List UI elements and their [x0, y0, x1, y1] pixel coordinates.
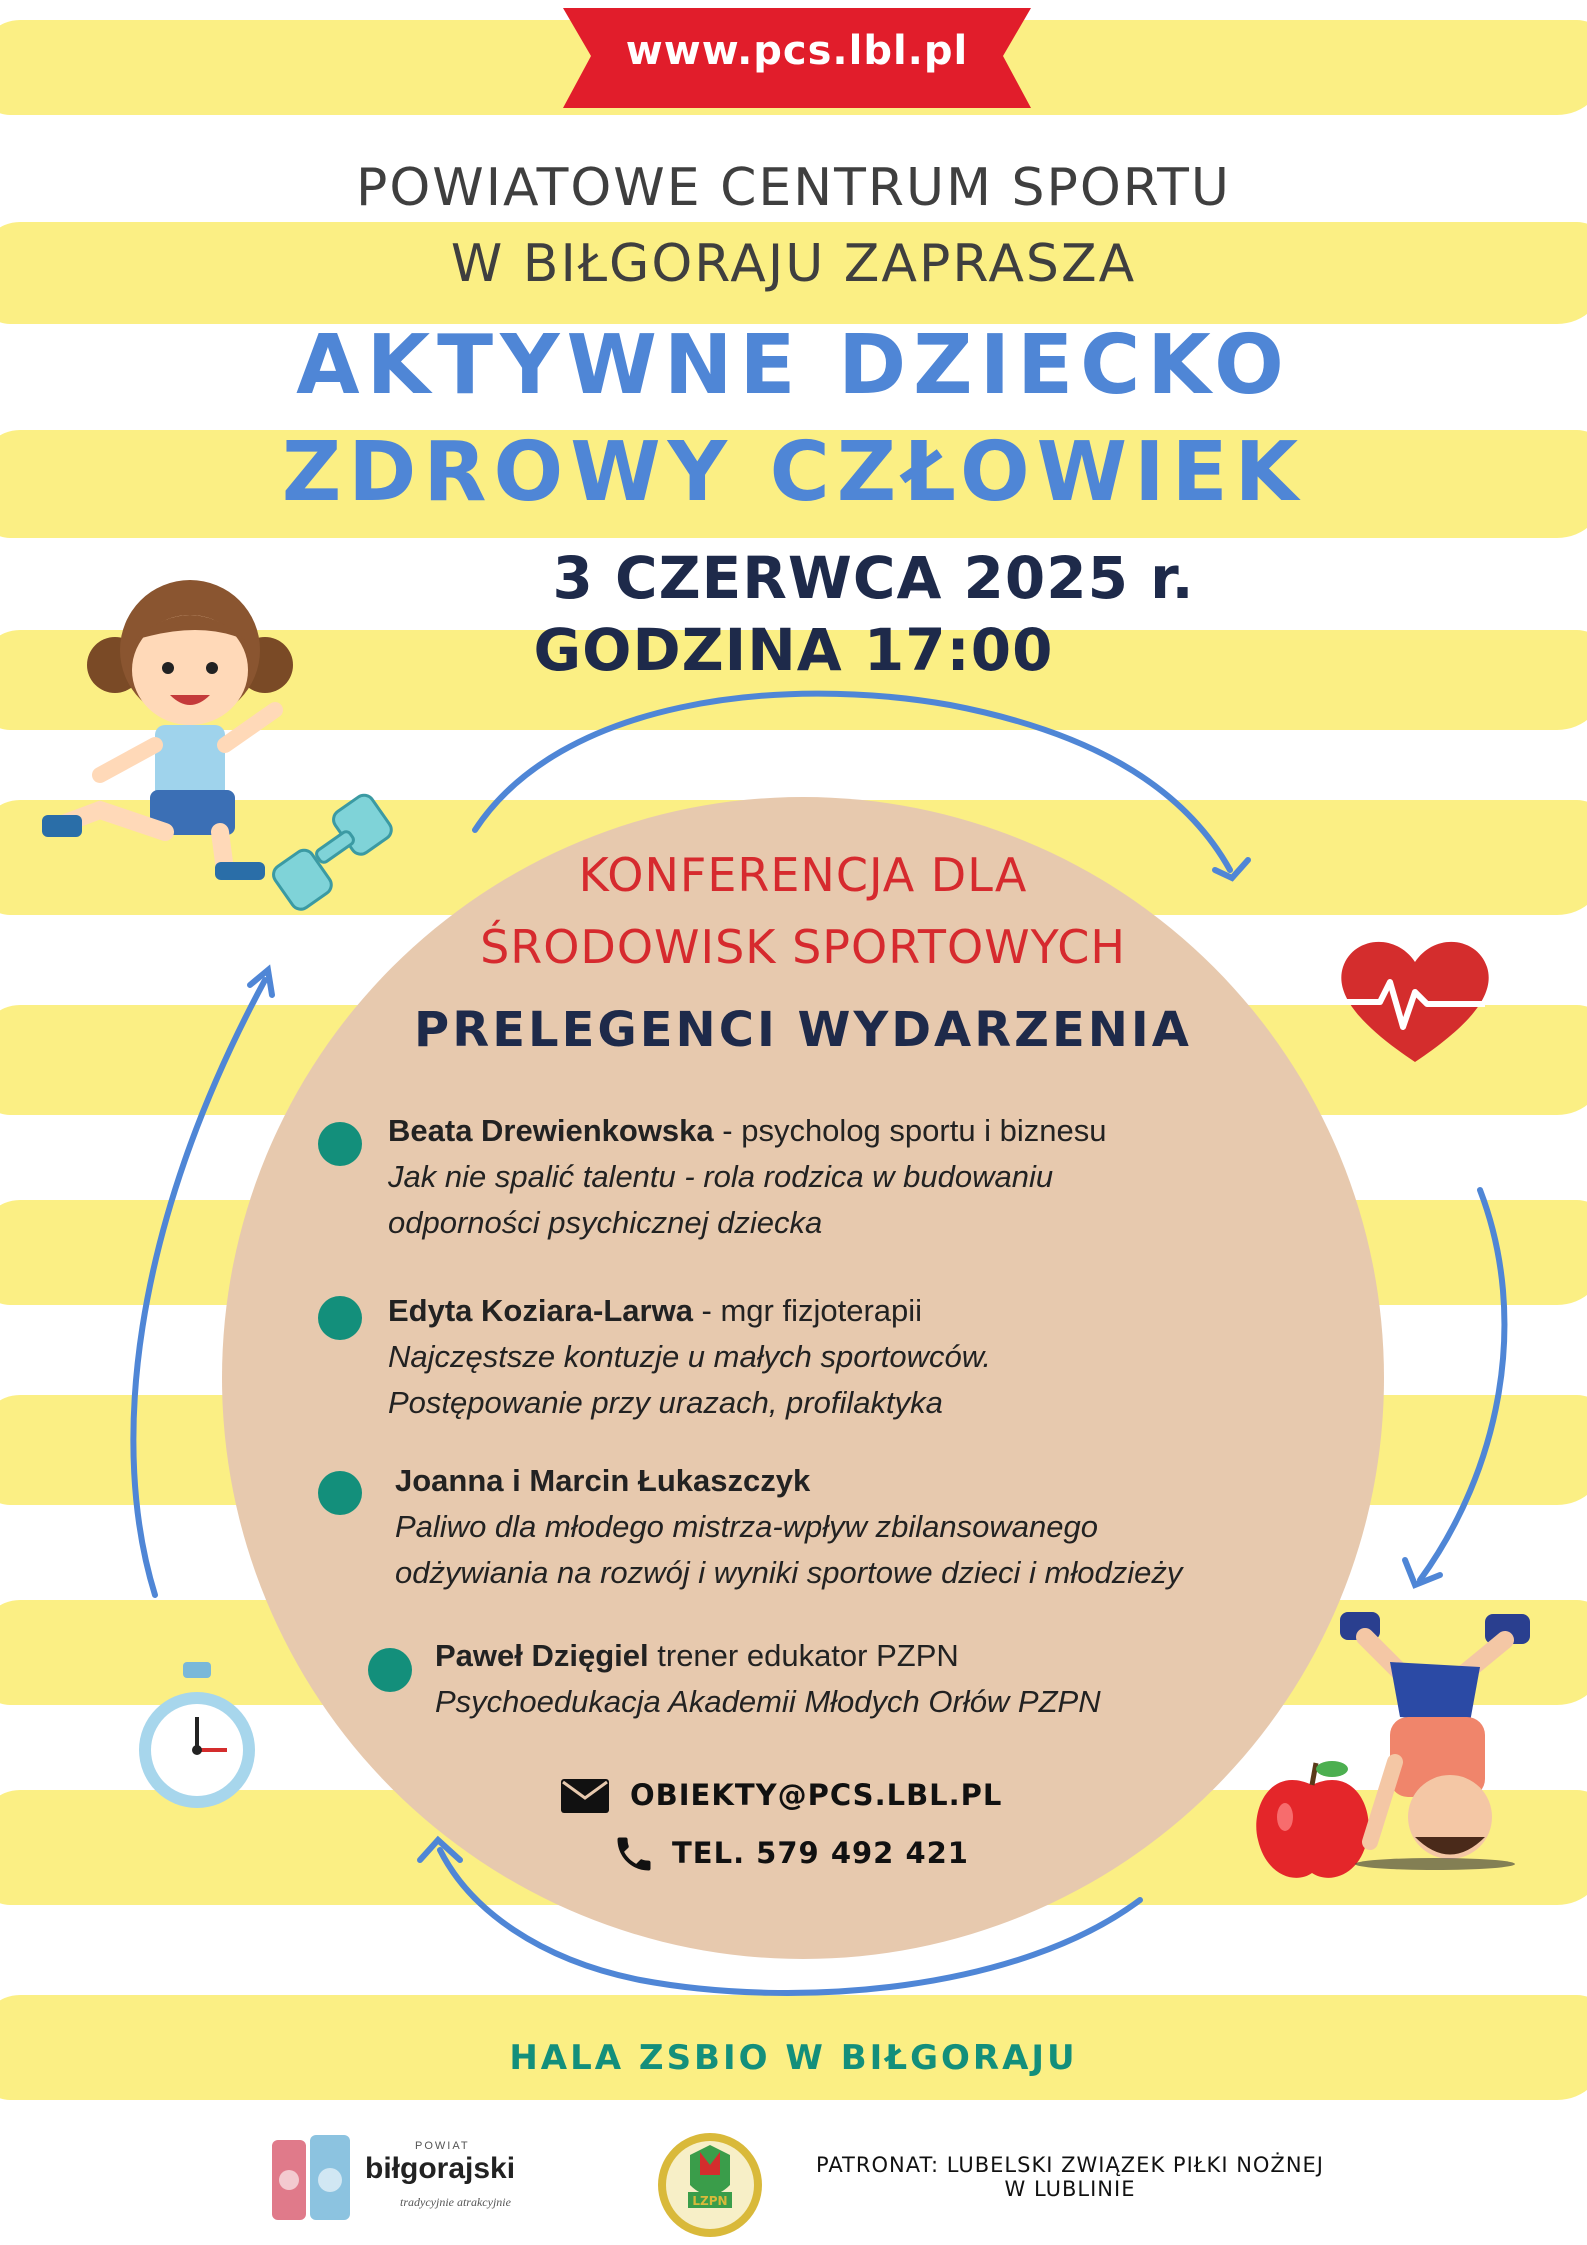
speaker-role: - psycholog sportu i biznesu	[713, 1113, 1107, 1148]
event-title-line-1: AKTYWNE DZIECKO	[296, 318, 1291, 413]
patronage-line-2: W LUBLINIE	[1004, 2177, 1136, 2201]
event-date: 3 CZERWCA 2025 r.	[552, 544, 1195, 612]
phone-icon	[612, 1832, 656, 1876]
bullet-dot	[318, 1471, 362, 1515]
speaker-topic: Najczęstsze kontuzje u małych sportowców.	[388, 1339, 992, 1374]
speaker-topic: Psychoedukacja Akademii Młodych Orłów PZPN	[435, 1684, 1101, 1719]
bullet-dot	[368, 1648, 412, 1692]
speaker-name: Paweł Dzięgiel	[435, 1638, 649, 1673]
stopwatch-icon	[135, 1662, 260, 1812]
patronage-line-1: PATRONAT: LUBELSKI ZWIĄZEK PIŁKI NOŻNEJ	[816, 2153, 1324, 2177]
contact-phone[interactable]: TEL. 579 492 421	[672, 1836, 969, 1870]
speaker-item	[395, 1458, 1325, 1596]
speaker-topic: Paliwo dla młodego mistrza-wpływ zbilansowanego	[395, 1509, 1098, 1544]
speaker-name: Beata Drewienkowska	[388, 1113, 714, 1148]
powiat-logo-icon	[272, 2135, 352, 2225]
speaker-role: - mgr fizjoterapii	[692, 1293, 923, 1328]
lzpn-text: LZPN	[692, 2194, 728, 2208]
logo-tagline: tradycyjnie atrakcyjnie	[400, 2195, 511, 2209]
conference-line-2: ŚRODOWISK SPORTOWYCH	[480, 920, 1126, 974]
event-title-line-2: ZDROWY CZŁOWIEK	[281, 425, 1306, 520]
bullet-dot	[318, 1122, 362, 1166]
event-time: GODZINA 17:00	[533, 616, 1054, 684]
speaker-topic: odporności psychicznej dziecka	[388, 1205, 823, 1240]
logo-small-text: POWIAT	[415, 2140, 470, 2152]
speaker-item	[388, 1108, 1288, 1246]
speakers-title: PRELEGENCI WYDARZENIA	[414, 1002, 1192, 1058]
speaker-role: trener edukator PZPN	[648, 1638, 959, 1673]
contact-email[interactable]: OBIEKTY@PCS.LBL.PL	[630, 1778, 1003, 1812]
speaker-name: Edyta Koziara-Larwa	[388, 1293, 693, 1328]
speaker-topic: odżywiania na rozwój i wyniki sportowe dzieci i młodzieży	[395, 1555, 1183, 1590]
venue-text: HALA ZSBIO W BIŁGORAJU	[509, 2038, 1078, 2078]
organizer-line-1: POWIATOWE CENTRUM SPORTU	[356, 158, 1231, 218]
envelope-icon	[560, 1778, 610, 1814]
speaker-topic: Jak nie spalić talentu - rola rodzica w budowaniu	[388, 1159, 1054, 1194]
handstand-boy-icon	[1335, 1612, 1535, 1872]
speaker-name: Joanna i Marcin Łukaszczyk	[395, 1463, 811, 1498]
speaker-topic: Postępowanie przy urazach, profilaktyka	[388, 1385, 943, 1420]
lzpn-emblem-icon	[655, 2130, 765, 2240]
conference-line-1: KONFERENCJA DLA	[578, 848, 1028, 902]
running-girl-icon	[40, 570, 300, 880]
patronage-text	[790, 2153, 1350, 2201]
speaker-item	[435, 1633, 1255, 1725]
speaker-item	[388, 1288, 1288, 1426]
url-text: www.pcs.lbl.pl	[625, 28, 969, 74]
bullet-dot	[318, 1296, 362, 1340]
organizer-line-2: W BIŁGORAJU ZAPRASZA	[450, 234, 1137, 294]
logo-word: biłgorajski	[365, 2152, 516, 2185]
